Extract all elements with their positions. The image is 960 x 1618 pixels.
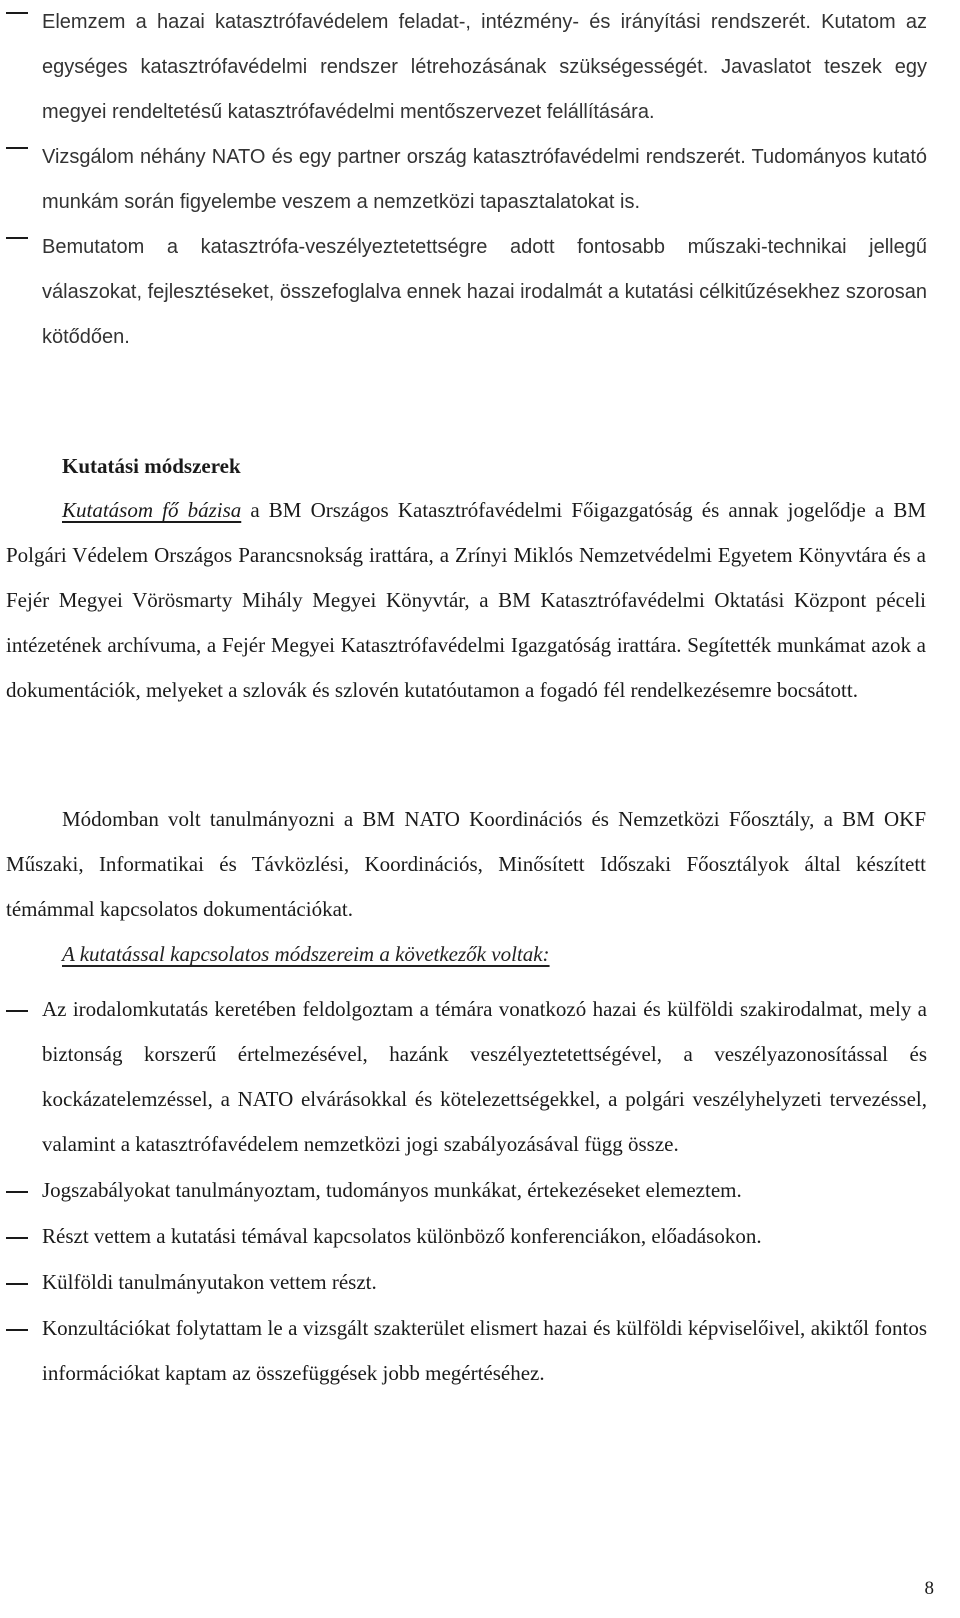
list-item-text: Jogszabályokat tanulmányoztam, tudományos munkákat, értekezéseket elemeztem. <box>42 1178 742 1202</box>
list-item-text: Az irodalomkutatás keretében feldolgoztam a témára vonatkozó hazai és külföldi szakirodalmat, mely a biztonság korszerű értelmezésével, hazánk veszélyeztetettségével, a veszélyazonosítással és kockázatelemzéssel, a NATO elvárásokkal és kötelezettségekkel, a polgári veszélyhelyzeti tervezéssel, valamint a katasztrófavédelem nemzetközi jogi szabályozásával függ össze. <box>42 997 927 1156</box>
paragraph-documents: Módomban volt tanulmányozni a BM NATO Koordinációs és Nemzetközi Főosztály, a BM OKF Műszaki, Informatikai és Távközlési, Koordinációs, Minősített Időszaki Főosztályok által készített témámmal kapcsolatos dokumentációkat. <box>6 807 926 921</box>
methods-list <box>0 987 927 1397</box>
list-item <box>0 225 927 360</box>
paragraph-text: a BM Országos Katasztrófavédelmi Főigazgatóság és annak jogelődje a BM Polgári Védelem Országos Parancsnokság irattára, a Zrínyi Miklós Nemzetvédelmi Egyetem Könyvtára és a Fejér Megyei Vörösmarty Mihály Megyei Könyvtár, a BM Katasztrófavédelmi Oktatási Központ péceli intézetének archívuma, a Fejér Megyei Katasztrófavédelmi Igazgatóság irattára. Segítették munkámat azok a dokumentációk, melyeket a szlovák és szlovén kutatóutamon a fogadó fél rendelkezésemre bocsátott. <box>6 498 926 702</box>
emphasized-phrase: Kutatásom fő bázisa <box>62 498 242 522</box>
list-item <box>0 1260 927 1305</box>
list-item-text: Elemzem a hazai katasztrófavédelem feladat-, intézmény- és irányítási rendszerét. Kutatom az egységes katasztrófavédelmi rendszer létrehozásának szükségességét. Javaslatot teszek egy megyei rendeltetésű katasztrófavédelmi mentőszervezet felállítására. <box>42 11 927 123</box>
dash-bullet <box>6 147 28 149</box>
list-item <box>0 1168 927 1213</box>
dash-bullet <box>6 1191 28 1193</box>
dash-bullet <box>6 1237 28 1239</box>
list-item-text: Bemutatom a katasztrófa-veszélyeztetettségre adott fontosabb műszaki-technikai jellegű válaszokat, fejlesztéseket, összefoglalva ennek hazai irodalmát a kutatási célkitűzésekhez szorosan kötődően. <box>42 236 927 348</box>
objectives-list <box>0 0 927 360</box>
list-item <box>0 987 927 1167</box>
list-item-text: Vizsgálom néhány NATO és egy partner ország katasztrófavédelmi rendszerét. Tudományos kutató munkám során figyelembe veszem a nemzetközi tapasztalatokat is. <box>42 146 927 213</box>
list-item <box>0 135 927 225</box>
list-item-text: Részt vettem a kutatási témával kapcsolatos különböző konferenciákon, előadásokon. <box>42 1224 762 1248</box>
list-item <box>0 1306 927 1396</box>
section-heading: Kutatási módszerek <box>62 454 241 478</box>
list-item <box>0 0 927 135</box>
list-item <box>0 1214 927 1259</box>
dash-bullet <box>6 1010 28 1012</box>
methods-intro-text: A kutatással kapcsolatos módszereim a következők voltak: <box>62 942 550 966</box>
page-number: 8 <box>924 1578 934 1599</box>
paragraph-sources <box>6 488 926 713</box>
dash-bullet <box>6 1329 28 1331</box>
dash-bullet <box>6 12 28 14</box>
methods-intro <box>62 932 550 977</box>
dash-bullet <box>6 237 28 239</box>
dash-bullet <box>6 1283 28 1285</box>
list-item-text: Külföldi tanulmányutakon vettem részt. <box>42 1270 377 1294</box>
list-item-text: Konzultációkat folytattam le a vizsgált szakterület elismert hazai és külföldi képviselőivel, akiktől fontos információkat kaptam az összefüggések jobb megértéséhez. <box>42 1316 927 1385</box>
